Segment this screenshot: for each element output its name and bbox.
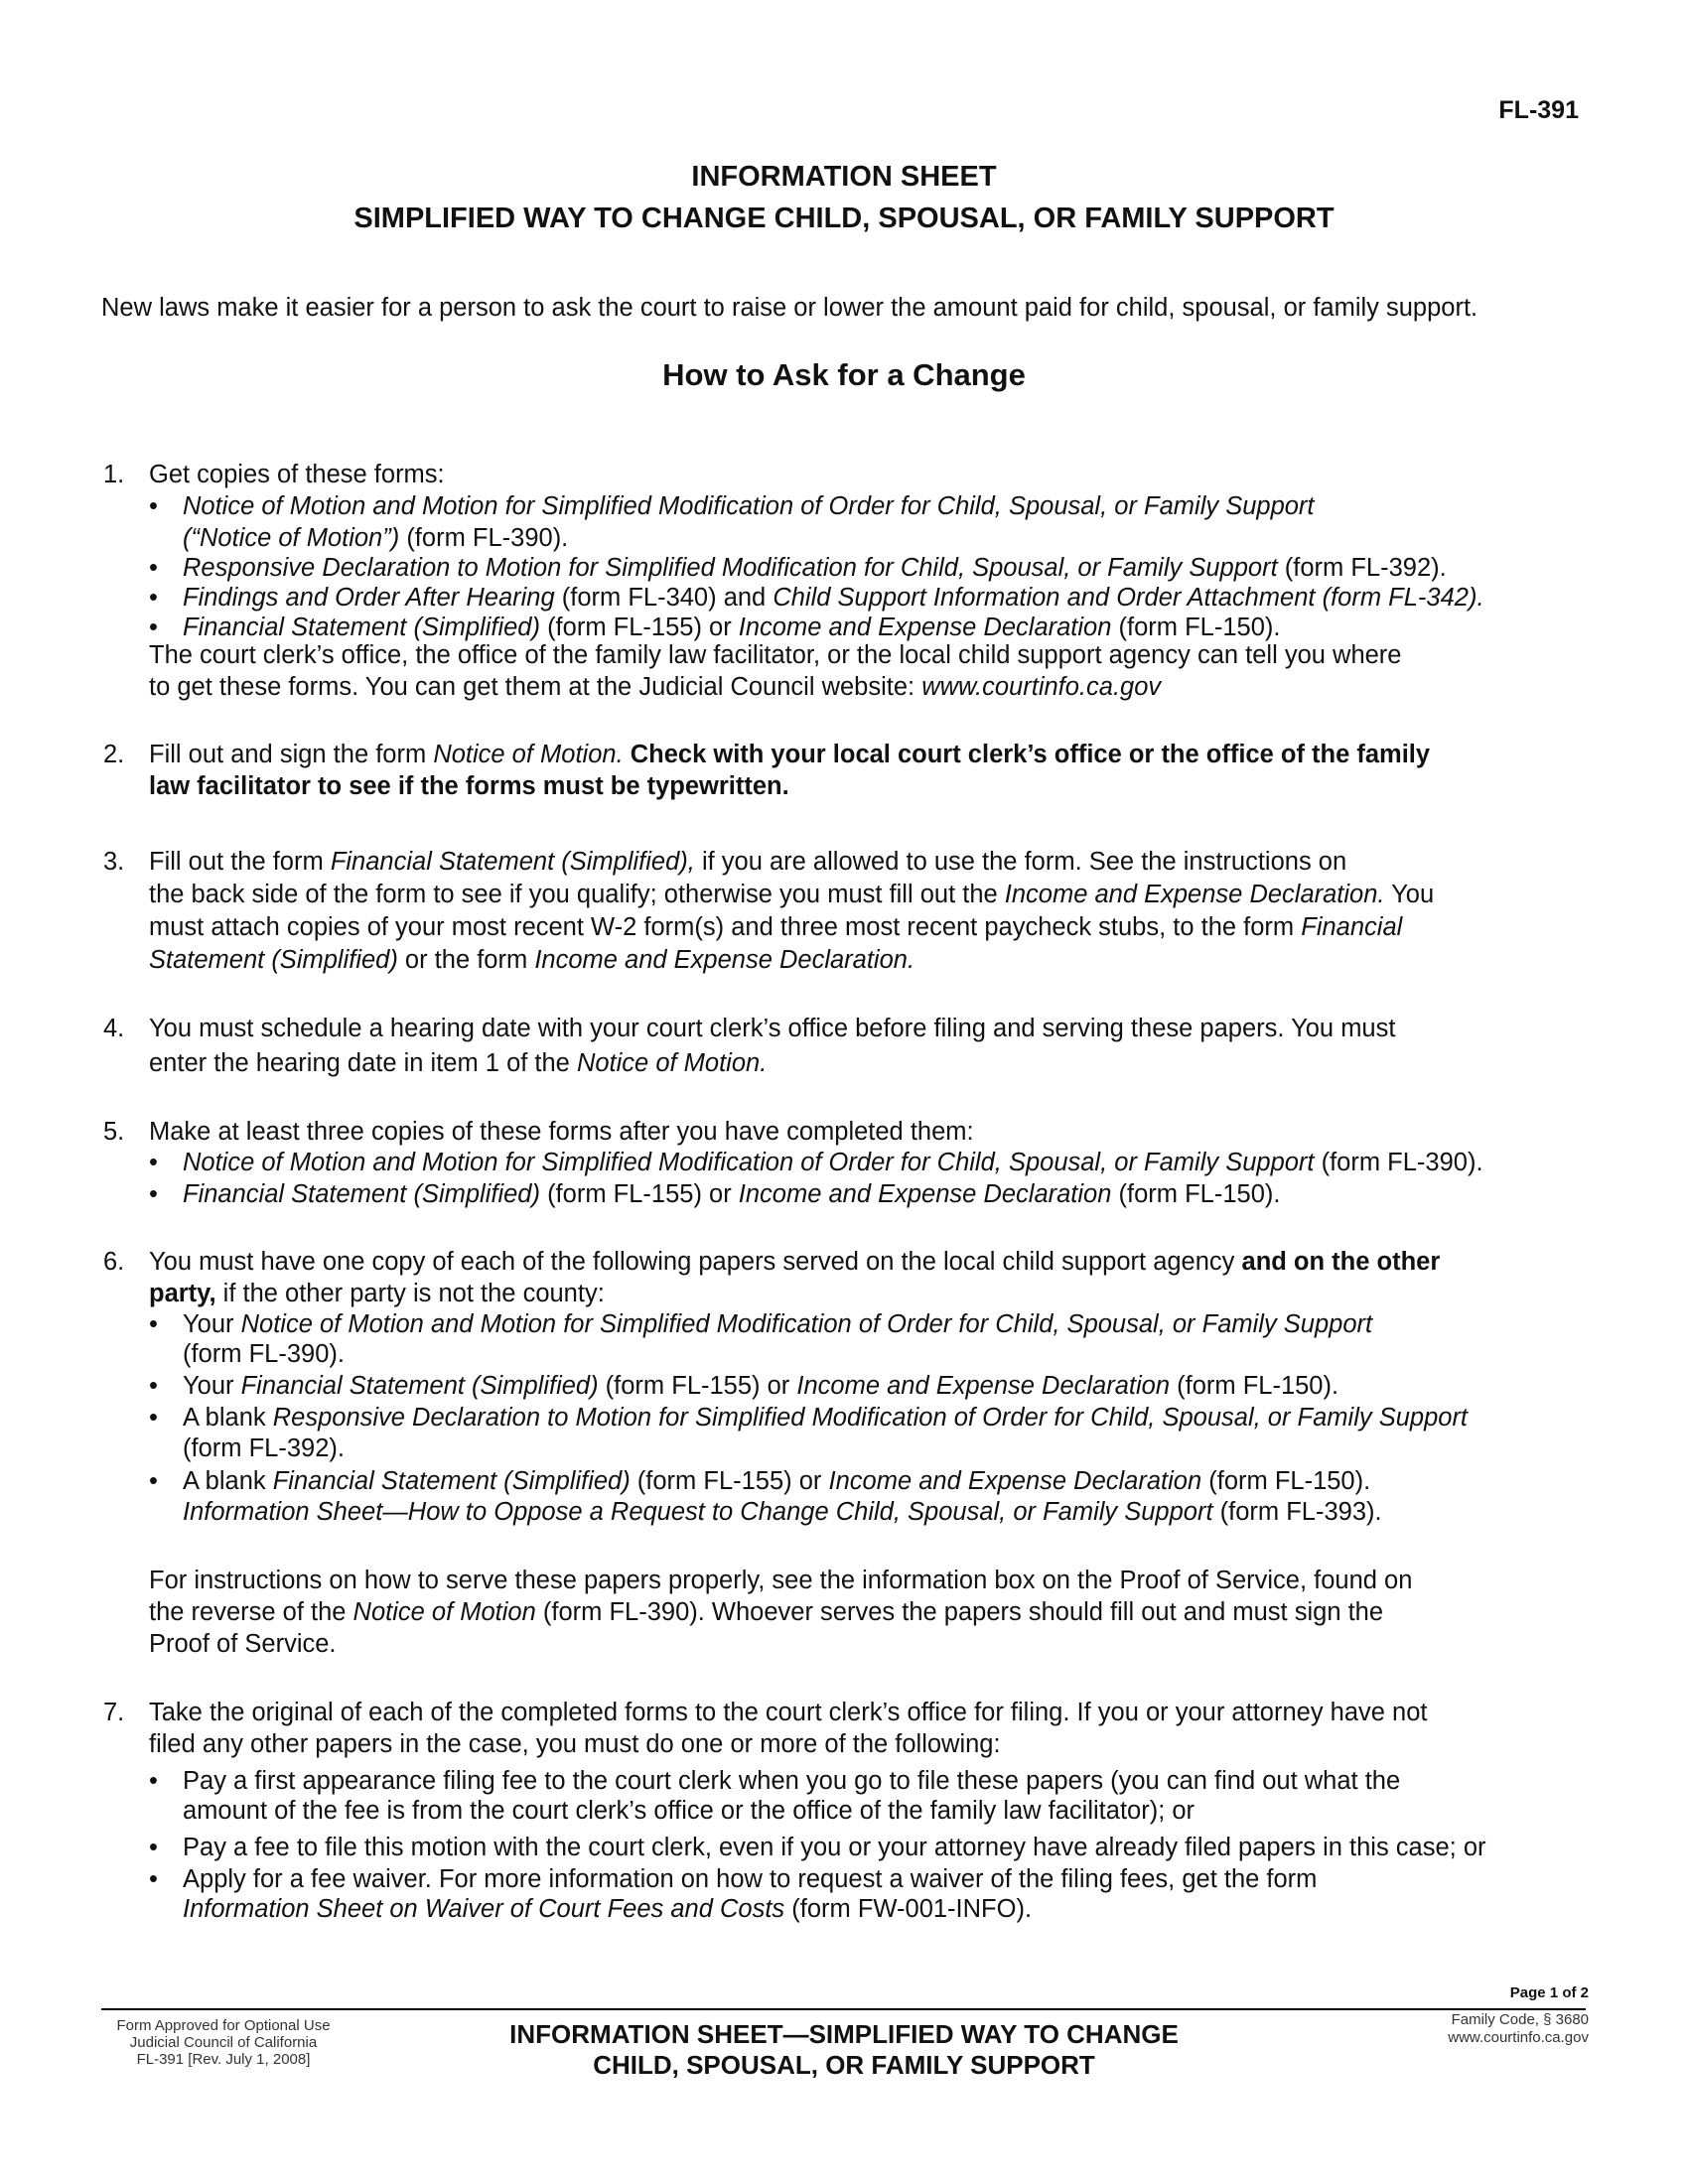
item-text: Proof of Service. [149, 1630, 337, 1658]
bullet-text: amount of the fee is from the court clerk’s office or the office of the family law facilitator); or [183, 1797, 1196, 1825]
bullet: • [149, 584, 158, 612]
item-text: You must have one copy of each of the following papers served on the local child support agency and on the other [149, 1248, 1441, 1276]
form-number: FL-391 [1498, 96, 1579, 124]
page-subtitle: SIMPLIFIED WAY TO CHANGE CHILD, SPOUSAL, OR FAMILY SUPPORT [353, 203, 1335, 234]
item-number: 6. [103, 1248, 125, 1276]
bullet-text: (form FL-390). [183, 1340, 345, 1368]
website-link[interactable]: www.courtinfo.ca.gov [921, 673, 1162, 701]
item-text: Statement (Simplified) or the form Income and Expense Declaration. [149, 946, 915, 974]
footer-divider [101, 2008, 1586, 2010]
bullet: • [149, 1834, 158, 1861]
item-text: party, if the other party is not the county: [149, 1280, 605, 1307]
bullet: • [149, 554, 158, 582]
page-number: Page 1 of 2 [1509, 1984, 1589, 2001]
bullet-text: (“Notice of Motion”) (form FL-390). [183, 524, 569, 552]
bullet: • [149, 1767, 158, 1795]
section-heading: How to Ask for a Change [662, 357, 1026, 392]
bullet: • [149, 1404, 158, 1432]
item-text: Get copies of these forms: [149, 461, 445, 488]
item-text: Make at least three copies of these forms after you have completed them: [149, 1118, 974, 1146]
bullet-text: A blank Financial Statement (Simplified) (form FL-155) or Income and Expense Declaration (form FL-150). [183, 1467, 1371, 1495]
bullet-text: Pay a fee to file this motion with the court clerk, even if you or your attorney have already filed papers in this case; or [183, 1834, 1486, 1861]
item-number: 2. [103, 741, 125, 768]
item-text: The court clerk’s office, the office of the family law facilitator, or the local child support agency can tell you where [149, 641, 1402, 669]
item-text: Fill out the form Financial Statement (Simplified), if you are allowed to use the form. See the instructions on [149, 848, 1347, 876]
item-text: enter the hearing date in item 1 of the Notice of Motion. [149, 1049, 768, 1077]
bullet-text: Financial Statement (Simplified) (form FL-155) or Income and Expense Declaration (form FL-150). [183, 1180, 1281, 1208]
bullet-text: Financial Statement (Simplified) (form FL-155) or Income and Expense Declaration (form FL-150). [183, 614, 1281, 641]
item-number: 5. [103, 1118, 125, 1146]
item-text: to get these forms. You can get them at the Judicial Council website: www.courtinfo.ca.gov [149, 673, 1162, 701]
bullet: • [149, 1372, 158, 1400]
bullet-text: Notice of Motion and Motion for Simplified Modification of Order for Child, Spousal, or Family Support [183, 492, 1315, 520]
item-number: 7. [103, 1699, 125, 1726]
item-number: 1. [103, 461, 125, 488]
page-title: INFORMATION SHEET [691, 161, 997, 193]
bullet-text: (form FL-392). [183, 1434, 345, 1462]
item-text: filed any other papers in the case, you must do one or more of the following: [149, 1730, 1001, 1758]
bullet-text: Information Sheet—How to Oppose a Request to Change Child, Spousal, or Family Support (form FL-393). [183, 1498, 1382, 1526]
bullet: • [149, 1865, 158, 1893]
item-text: For instructions on how to serve these papers properly, see the information box on the Proof of Service, found on [149, 1567, 1413, 1594]
bullet-text: A blank Responsive Declaration to Motion for Simplified Modification of Order for Child, Spousal, or Family Support [183, 1404, 1469, 1432]
bullet-text: Pay a first appearance filing fee to the court clerk when you go to file these papers (you can find out what the [183, 1767, 1401, 1795]
bullet-text: Notice of Motion and Motion for Simplified Modification of Order for Child, Spousal, or Family Support (form FL-390). [183, 1149, 1483, 1176]
bullet: • [149, 1149, 158, 1176]
footer-website-link[interactable]: www.courtinfo.ca.gov [1448, 2029, 1589, 2046]
item-number: 4. [103, 1015, 125, 1042]
bullet-text: Your Financial Statement (Simplified) (form FL-155) or Income and Expense Declaration (form FL-150). [183, 1372, 1339, 1400]
item-text: the back side of the form to see if you qualify; otherwise you must fill out the Income and Expense Declaration. You [149, 881, 1435, 908]
item-text: the reverse of the Notice of Motion (form FL-390). Whoever serves the papers should fill out and must sign the [149, 1598, 1384, 1626]
bullet-text: Your Notice of Motion and Motion for Simplified Modification of Order for Child, Spousal, or Family Support [183, 1310, 1373, 1338]
bullet: • [149, 1467, 158, 1495]
bullet: • [149, 1310, 158, 1338]
footer-reference: Family Code, § 3680 www.courtinfo.ca.gov [1331, 2011, 1589, 2047]
item-text: You must schedule a hearing date with your court clerk’s office before filing and serving these papers. You must [149, 1015, 1396, 1042]
item-text: Take the original of each of the completed forms to the court clerk’s office for filing. If you or your attorney have not [149, 1699, 1428, 1726]
item-number: 3. [103, 848, 125, 876]
item-text: Fill out and sign the form Notice of Motion. Check with your local court clerk’s office or the office of the family [149, 741, 1431, 768]
bullet-text: Findings and Order After Hearing (form FL-340) and Child Support Information and Order Attachment (form FL-342). [183, 584, 1484, 612]
bullet-text: Responsive Declaration to Motion for Simplified Modification for Child, Spousal, or Family Support (form FL-392). [183, 554, 1447, 582]
bullet-text: Information Sheet on Waiver of Court Fees and Costs (form FW-001-INFO). [183, 1895, 1033, 1923]
item-text: must attach copies of your most recent W-2 form(s) and three most recent paycheck stubs, to the form Financial [149, 913, 1403, 941]
bullet: • [149, 492, 158, 520]
footer-title: INFORMATION SHEET—SIMPLIFIED WAY TO CHANGE CHILD, SPOUSAL, OR FAMILY SUPPORT [509, 2019, 1179, 2080]
bullet: • [149, 614, 158, 641]
bullet-text: Apply for a fee waiver. For more information on how to request a waiver of the filing fees, get the form [183, 1865, 1318, 1893]
item-text: law facilitator to see if the forms must be typewritten. [149, 772, 789, 800]
footer-approval: Form Approved for Optional Use Judicial Council of California FL-391 [Rev. July 1, 2008] [116, 2017, 331, 2068]
bullet: • [149, 1180, 158, 1208]
intro-paragraph: New laws make it easier for a person to ask the court to raise or lower the amount paid for child, spousal, or family support. [101, 294, 1478, 322]
